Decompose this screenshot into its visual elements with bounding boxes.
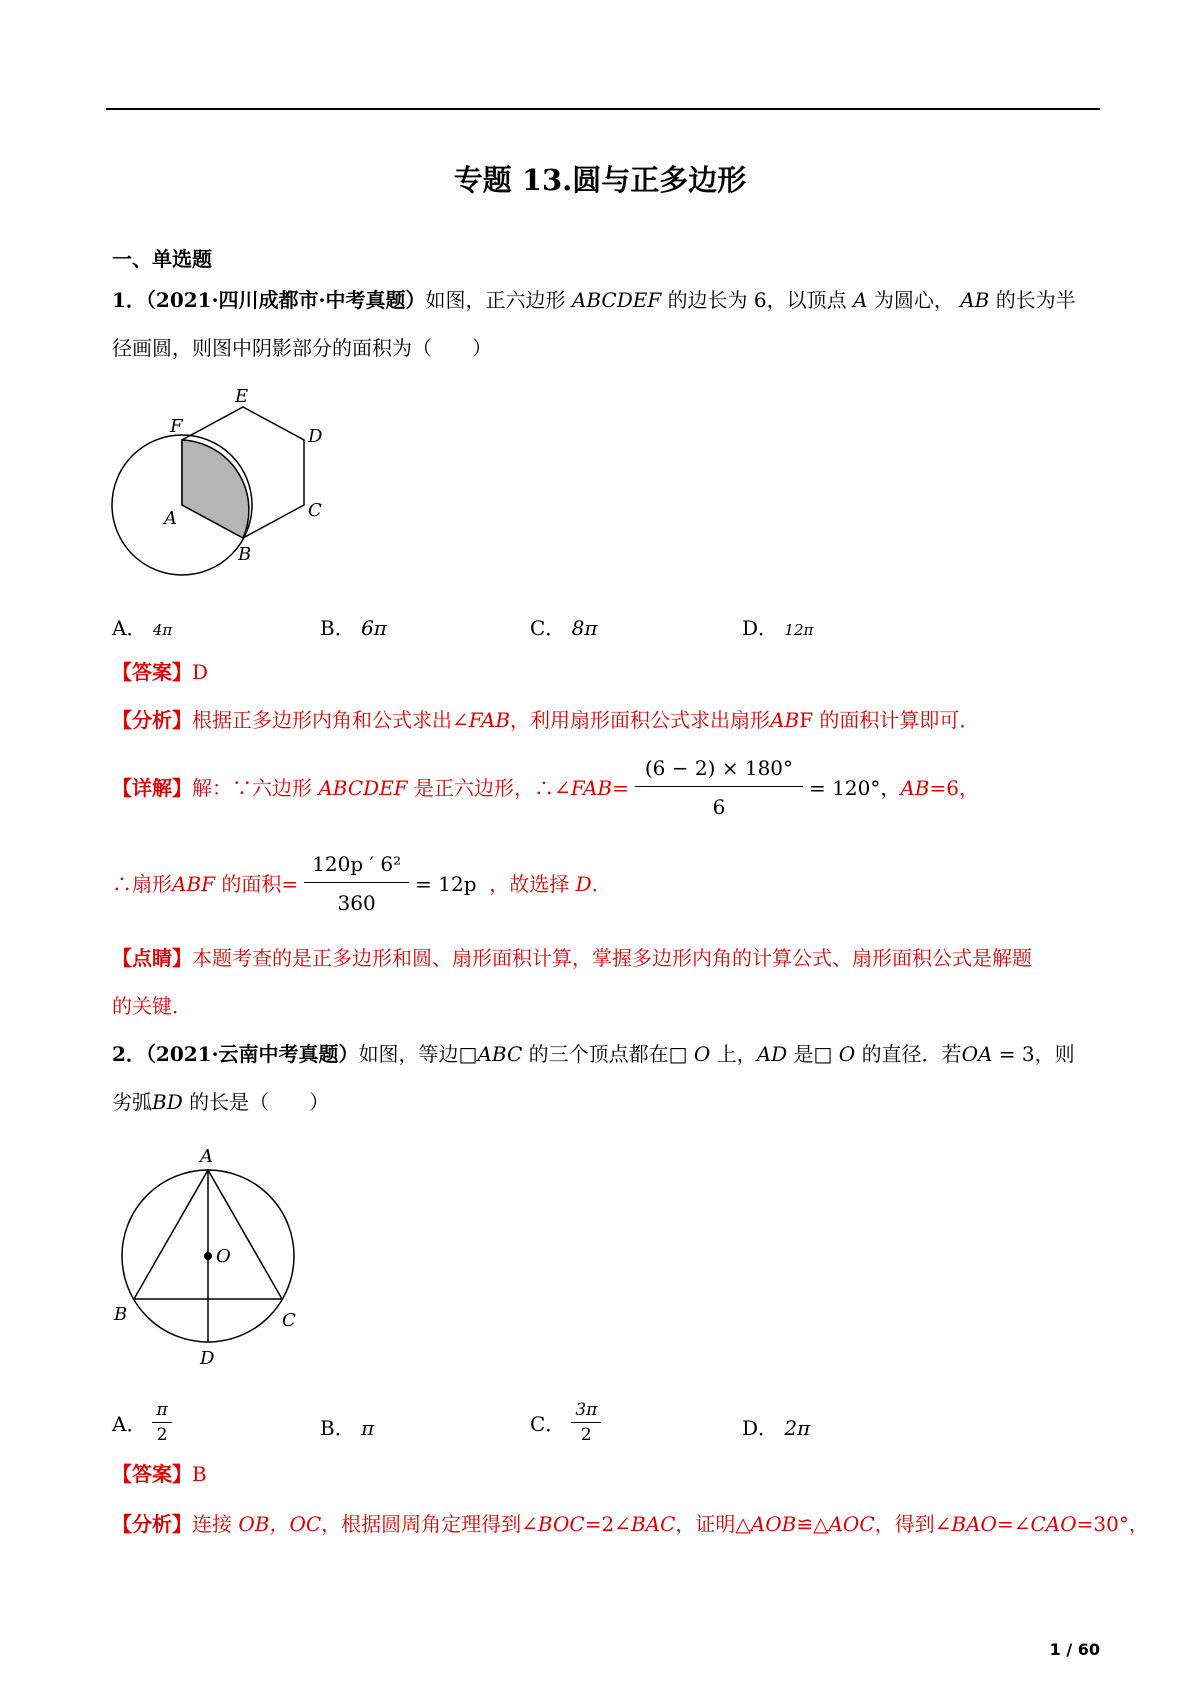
- q1-source: （2021·四川成都市·中考真题）: [145, 288, 426, 312]
- q2-option-a-numerator: π: [152, 1400, 171, 1423]
- q2-figure-label: C: [282, 1310, 296, 1331]
- q2-var: O: [838, 1042, 856, 1066]
- q2-text: 的直径．若: [861, 1042, 962, 1066]
- q1-option-a-label: A．: [112, 616, 147, 640]
- q1-detail-text: = 120°，: [809, 775, 901, 800]
- q2-analysis-text: CAO: [1030, 1512, 1077, 1536]
- q1-note-line2: 的关键．: [112, 994, 192, 1018]
- detail-tag: 【详解】: [112, 775, 192, 800]
- q1-var: A: [853, 288, 868, 312]
- answer-tag: 【答案】: [112, 1462, 192, 1486]
- q2-answer-value: B: [192, 1462, 207, 1486]
- q2-option-a-denominator: 2: [156, 1425, 168, 1445]
- q2-text: 是□: [793, 1042, 833, 1066]
- q2-analysis-text: BAC: [630, 1512, 676, 1536]
- q2-analysis-text: ≌△: [796, 1512, 829, 1536]
- q1-shaded-sector: [182, 440, 249, 538]
- q1-option-d-value: 12π: [784, 621, 814, 639]
- q1-note-line1: [112, 944, 1032, 972]
- q2-text: 的长是（ ）: [189, 1090, 330, 1114]
- q1-analysis-text: ，利用扇形面积公式求出扇形: [510, 708, 771, 732]
- q2-option-d: [742, 1412, 810, 1441]
- q1-detail-text: ABF: [172, 871, 216, 896]
- answer-tag: 【答案】: [112, 660, 192, 684]
- q1-text: 如图，正六边形: [425, 288, 566, 312]
- q1-fraction-angle: [635, 754, 803, 821]
- page-number: 1 / 60: [1049, 1640, 1100, 1659]
- q1-figure-label: C: [308, 500, 322, 521]
- q2-option-a-value: [152, 1400, 171, 1445]
- q1-fraction-numerator: (6 − 2) × 180°: [635, 754, 803, 787]
- q1-number: 1．: [112, 288, 146, 312]
- q2-answer: [112, 1460, 207, 1488]
- q2-analysis: [112, 1510, 1149, 1538]
- q1-detail-text: =6，: [929, 775, 979, 800]
- q1-option-c-value: 8π: [571, 616, 598, 640]
- q1-fraction-area: [304, 850, 409, 917]
- q1-detail-text: ∴扇形: [112, 871, 172, 896]
- q2-var: BD: [152, 1090, 183, 1114]
- q1-fraction-denominator: 6: [712, 795, 726, 819]
- q2-analysis-text: 连接: [192, 1512, 232, 1536]
- q2-analysis-text: =∠: [996, 1512, 1031, 1536]
- q1-analysis-text: ∠FAB: [452, 708, 511, 732]
- analysis-tag: 【分析】: [112, 1512, 192, 1536]
- q1-option-d: [742, 612, 813, 641]
- q1-option-c: [530, 612, 598, 641]
- q2-var: AD: [756, 1042, 788, 1066]
- q2-analysis-text: =2∠: [584, 1512, 631, 1536]
- q1-detail-text: ．: [591, 871, 612, 896]
- q1-figure-label: D: [308, 426, 323, 447]
- q2-analysis-text: ，根据圆周角定理得到∠: [321, 1512, 538, 1536]
- q2-option-b: [320, 1412, 374, 1441]
- q2-text: = 3，则: [998, 1042, 1075, 1066]
- q1-analysis: [112, 706, 979, 734]
- q2-analysis-text: ，证明△: [675, 1512, 751, 1536]
- q1-detail-line2: [112, 850, 612, 917]
- q1-detail-text: 解：∵六边形: [192, 775, 312, 800]
- q1-option-d-label: D．: [742, 616, 779, 640]
- q1-figure: [100, 380, 360, 620]
- q1-detail-text: ，故选择: [489, 871, 570, 896]
- q1-analysis-text: 根据正多边形内角和公式求出: [192, 708, 452, 732]
- q2-option-b-label: B．: [320, 1416, 355, 1440]
- q2-figure-label: B: [114, 1304, 128, 1325]
- q1-analysis-text: AB: [770, 708, 800, 732]
- q2-option-d-value: 2π: [784, 1416, 811, 1440]
- q2-figure-label: D: [200, 1348, 215, 1369]
- q1-detail-text: 是正六边形，∴∠: [414, 775, 571, 800]
- q2-figure-label: O: [216, 1246, 231, 1267]
- q1-fraction-denominator: 360: [337, 891, 376, 915]
- q1-text: 的边长为 6，以顶点: [667, 288, 847, 312]
- q2-figure: [104, 1130, 324, 1380]
- q2-center-point: [204, 1252, 212, 1260]
- q1-text: 为圆心，: [873, 288, 954, 312]
- q2-analysis-text: AOC: [828, 1512, 875, 1536]
- header-rule: [106, 108, 1100, 110]
- q1-detail-text: D: [575, 871, 592, 896]
- q2-var: ABC: [477, 1042, 523, 1066]
- q2-option-a-label: A．: [112, 1412, 147, 1436]
- q1-stem-line1: [112, 286, 1076, 314]
- q1-detail-line1: [112, 754, 979, 821]
- q1-detail-text: FAB: [570, 775, 613, 800]
- q2-option-c-numerator: 3π: [571, 1400, 601, 1423]
- page-title: 专题 13.圆与正多边形: [453, 163, 747, 197]
- q1-figure-label: E: [235, 386, 249, 407]
- q1-answer: [112, 658, 208, 686]
- q1-option-a-value: 4π: [152, 621, 173, 639]
- q2-figure-label: A: [200, 1146, 213, 1167]
- q2-analysis-text: =30°，: [1076, 1512, 1149, 1536]
- q2-analysis-text: BOC: [537, 1512, 585, 1536]
- q1-detail-text: AB: [900, 775, 930, 800]
- q2-option-c-value: [571, 1400, 601, 1445]
- q2-option-c: [530, 1400, 607, 1445]
- q2-var: O: [693, 1042, 711, 1066]
- q2-option-b-value: π: [361, 1416, 375, 1440]
- q2-stem-line2: [112, 1088, 329, 1116]
- q1-figure-label: F: [170, 416, 183, 437]
- q2-var: OA: [961, 1042, 993, 1066]
- q2-source: （2021·云南中考真题）: [145, 1042, 359, 1066]
- q1-text: 的长为半: [995, 288, 1076, 312]
- q1-stem-line2: 径画圆，则图中阴影部分的面积为（ ）: [112, 336, 492, 360]
- q2-text: 上，: [716, 1042, 757, 1066]
- q1-option-c-label: C．: [530, 616, 566, 640]
- analysis-tag: 【分析】: [112, 708, 192, 732]
- q1-var: AB: [960, 288, 990, 312]
- q2-number: 2．: [112, 1042, 146, 1066]
- q2-analysis-text: ，得到∠: [874, 1512, 952, 1536]
- q2-analysis-text: OB，OC: [238, 1512, 322, 1536]
- q1-option-a: [112, 612, 172, 641]
- q2-text: 的三个顶点都在□: [528, 1042, 688, 1066]
- q1-answer-value: D: [192, 660, 209, 684]
- q1-option-b-label: B．: [320, 616, 355, 640]
- q1-analysis-text: F 的面积计算即可．: [799, 708, 980, 732]
- q1-detail-text: =: [612, 775, 629, 800]
- note-tag: 【点睛】: [112, 946, 192, 970]
- q1-detail-text: 的面积=: [221, 871, 299, 896]
- q1-option-b: [320, 612, 387, 641]
- q2-option-c-denominator: 2: [580, 1425, 592, 1445]
- q2-text: 劣弧: [112, 1090, 152, 1114]
- q2-option-d-label: D．: [742, 1416, 779, 1440]
- q1-fraction-numerator: 120p ′ 6²: [304, 850, 409, 883]
- q2-option-c-label: C．: [530, 1412, 566, 1436]
- q1-detail-text: ABCDEF: [318, 775, 408, 800]
- q1-figure-label: A: [164, 508, 177, 529]
- q1-var: ABCDEF: [571, 288, 662, 312]
- q2-stem-line1: [112, 1040, 1075, 1068]
- section-heading: 一、单选题: [112, 247, 212, 271]
- q2-option-a: [112, 1400, 178, 1445]
- q2-text: 如图，等边□: [358, 1042, 478, 1066]
- q1-figure-label: B: [238, 544, 252, 565]
- q2-analysis-text: AOB: [750, 1512, 797, 1536]
- q1-note-text: 本题考查的是正多边形和圆、扇形面积计算，掌握多边形内角的计算公式、扇形面积公式是解题: [192, 946, 1032, 970]
- q2-analysis-text: BAO: [951, 1512, 997, 1536]
- q1-option-b-value: 6π: [361, 616, 387, 640]
- q1-detail-text: = 12p: [415, 871, 477, 896]
